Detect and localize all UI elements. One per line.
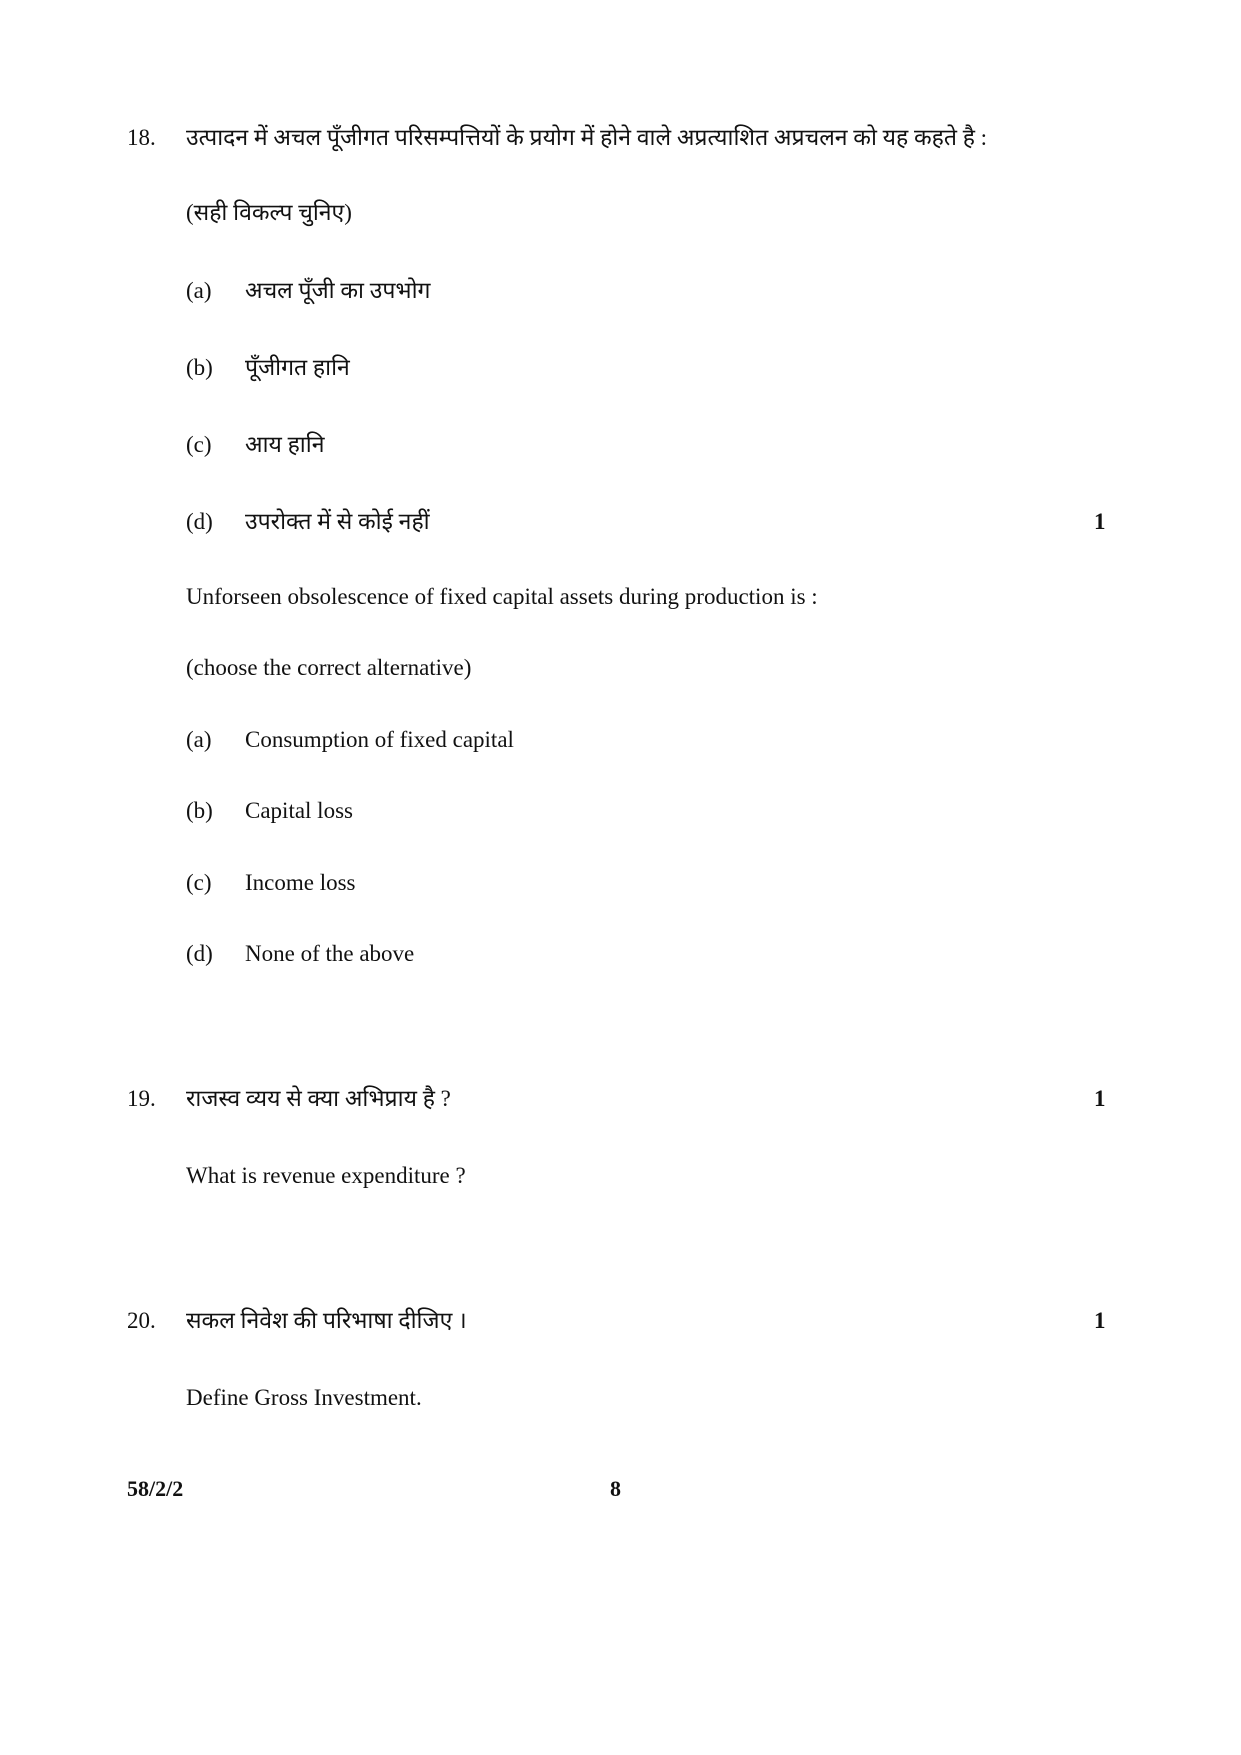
page-number: 8 xyxy=(610,1476,621,1501)
question-18-hindi-option-a-label: (a) xyxy=(186,278,212,303)
question-19-hindi-stem: राजस्व व्यय से क्या अभिप्राय है ? xyxy=(186,1086,451,1111)
question-19-number: 19. xyxy=(127,1086,156,1111)
question-18-hindi-option-d-label: (d) xyxy=(186,509,213,534)
question-19-english-stem: What is revenue expenditure ? xyxy=(186,1163,466,1188)
question-18-marks: 1 xyxy=(1094,509,1106,534)
question-18-english-instruction: (choose the correct alternative) xyxy=(186,655,472,680)
question-18-english-option-a-label: (a) xyxy=(186,727,212,752)
question-20-english-stem: Define Gross Investment. xyxy=(186,1385,422,1410)
question-20-number: 20. xyxy=(127,1308,156,1333)
question-18-hindi-option-a: अचल पूँजी का उपभोग xyxy=(245,278,431,303)
question-18-english-option-d-label: (d) xyxy=(186,941,213,966)
question-18-english-option-b: Capital loss xyxy=(245,798,353,823)
paper-code: 58/2/2 xyxy=(127,1476,184,1501)
question-18-english-option-c-label: (c) xyxy=(186,870,212,895)
question-18-hindi-option-c: आय हानि xyxy=(245,432,325,457)
question-19-marks: 1 xyxy=(1094,1086,1106,1111)
question-18-hindi-option-b-label: (b) xyxy=(186,355,213,380)
question-18-hindi-stem: उत्पादन में अचल पूँजीगत परिसम्पत्तियों के प्रयोग में होने वाले अप्रत्याशित अप्रचलन को यह कहते है : xyxy=(186,125,988,150)
question-18-hindi-instruction: (सही विकल्प चुनिए) xyxy=(186,200,352,225)
question-20-marks: 1 xyxy=(1094,1308,1106,1333)
question-18-hindi-option-c-label: (c) xyxy=(186,432,212,457)
question-18-english-option-a: Consumption of fixed capital xyxy=(245,727,514,752)
question-18-english-option-c: Income loss xyxy=(245,870,356,895)
question-18-english-stem: Unforseen obsolescence of fixed capital assets during production is : xyxy=(186,584,818,609)
question-18-hindi-option-b: पूँजीगत हानि xyxy=(245,355,350,380)
question-18-number: 18. xyxy=(127,125,156,150)
question-20-hindi-stem: सकल निवेश की परिभाषा दीजिए । xyxy=(186,1308,467,1333)
question-18-english-option-b-label: (b) xyxy=(186,798,213,823)
question-18-english-option-d: None of the above xyxy=(245,941,415,966)
question-18-hindi-option-d: उपरोक्त में से कोई नहीं xyxy=(245,509,430,534)
